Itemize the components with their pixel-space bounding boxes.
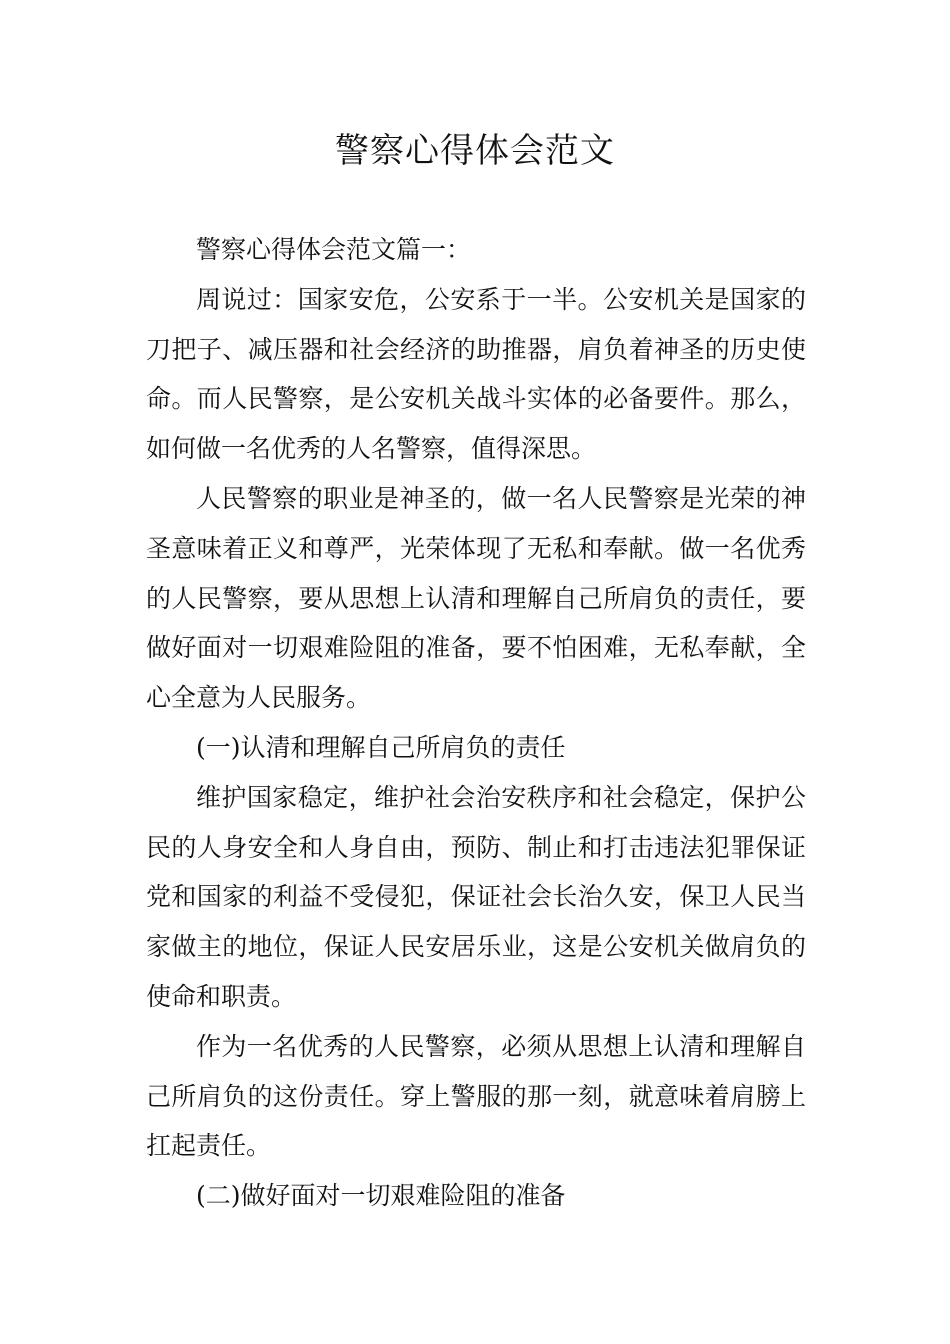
section-heading-1: 警察心得体会范文篇一： <box>196 235 472 264</box>
subheading-1: (一)认清和理解自己所肩负的责任 <box>196 732 566 762</box>
paragraph-1: 周说过：国家安危，公安系于一半。公安机关是国家的刀把子、减压器和社会经济的助推器，肩负着神圣的历史使命。而人民警察，是公安机关战斗实体的必备要件。那么，如何做一名优秀的人名警察，值得深思。 <box>146 284 806 464</box>
subheading-2: (二)做好面对一切艰难险阻的准备 <box>196 1181 566 1211</box>
paragraph-2: 人民警察的职业是神圣的，做一名人民警察是光荣的神圣意味着正义和尊严，光荣体现了无私和奉献。做一名优秀的人民警察，要从思想上认清和理解自己所肩负的责任，要做好面对一切艰难险阻的准备，要不怕困难，无私奉献，全心全意为人民服务。 <box>146 483 806 713</box>
paragraph-4: 作为一名优秀的人民警察，必须从思想上认清和理解自己所肩负的这份责任。穿上警服的那一刻，就意味着肩膀上扛起责任。 <box>146 1031 806 1161</box>
paragraph-3: 维护国家稳定，维护社会治安秩序和社会稳定，保护公民的人身安全和人身自由，预防、制止和打击违法犯罪保证党和国家的利益不受侵犯，保证社会长治久安，保卫人民当家做主的地位，保证人民安居乐业，这是公安机关做肩负的使命和职责。 <box>146 782 806 1011</box>
document-title: 警察心得体会范文 <box>335 131 615 171</box>
document-body <box>146 225 806 1221</box>
